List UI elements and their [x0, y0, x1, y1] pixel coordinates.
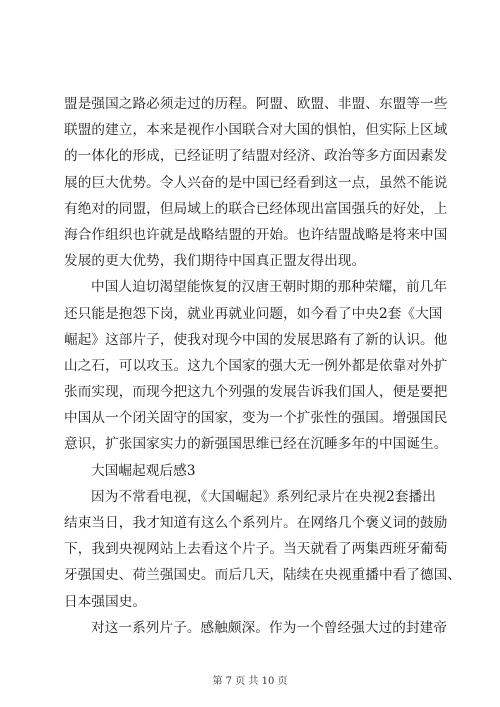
- text-line: 发展的更大优势，我们期待中国真正盟友得出现。: [64, 253, 366, 270]
- text-line: 的一体化的形成，已经证明了结盟对经济、政治等多方面因素发: [64, 148, 448, 165]
- text-line: 海合作组织也许就是战略结盟的开始。也许结盟战略是将来中国: [64, 226, 448, 243]
- text-line: 山之石，可以攻玉。这九个国家的强大无一例外都是依靠对外扩: [64, 357, 448, 374]
- text-line: 日本强国史。: [64, 593, 147, 610]
- text-line: 牙强国史、荷兰强国史。而后几天，陆续在央视重播中看了德国、: [64, 567, 462, 584]
- text-line: 联盟的建立，本来是视作小国联合对大国的惧怕，但实际上区域: [64, 122, 448, 139]
- text-line: 展的巨大优势。令人兴奋的是中国已经看到这一点，虽然不能说: [64, 174, 448, 191]
- text-line: 对这一系列片子。感触颇深。作为一个曾经强大过的封建帝: [91, 619, 448, 636]
- text-line: 因为不常看电视，《大国崛起》系列纪录片在央视2套播出: [91, 488, 436, 505]
- text-line: 有绝对的同盟，但局域上的联合已经体现出富国强兵的好处，上: [64, 200, 448, 217]
- page-number-footer: 第 7 页 共 10 页: [212, 676, 288, 687]
- text-line: 还只能是抱怨下岗，就业再就业问题，如今看了中央2套《大国: [64, 305, 443, 322]
- text-line: 中国从一个闭关固守的国家，变为一个扩张性的强国。增强国民: [64, 410, 448, 427]
- text-line: 张而实现，而现今把这九个列强的发展告诉我们国人，便是要把: [64, 384, 448, 401]
- text-line: 中国人迫切渴望能恢复的汉唐王朝时期的那种荣耀，前几年: [91, 279, 448, 296]
- body-text: [64, 91, 462, 641]
- text-line: 盟是强国之路必须走过的历程。阿盟、欧盟、非盟、东盟等一些: [64, 96, 448, 112]
- text-line: 意识，扩张国家实力的新强国思维已经在沉睡多年的中国诞生。: [64, 436, 448, 453]
- text-line: 结束当日，我才知道有这么个系列片。在网络几个褒义词的鼓励: [64, 515, 448, 531]
- text-line: 崛起》这部片子，使我对现今中国的发展思路有了新的认识。他: [64, 331, 448, 348]
- text-line: 大国崛起观后感3: [91, 462, 196, 479]
- text-line: 下，我到央视网站上去看这个片子。当天就看了两集西班牙葡萄: [64, 541, 448, 558]
